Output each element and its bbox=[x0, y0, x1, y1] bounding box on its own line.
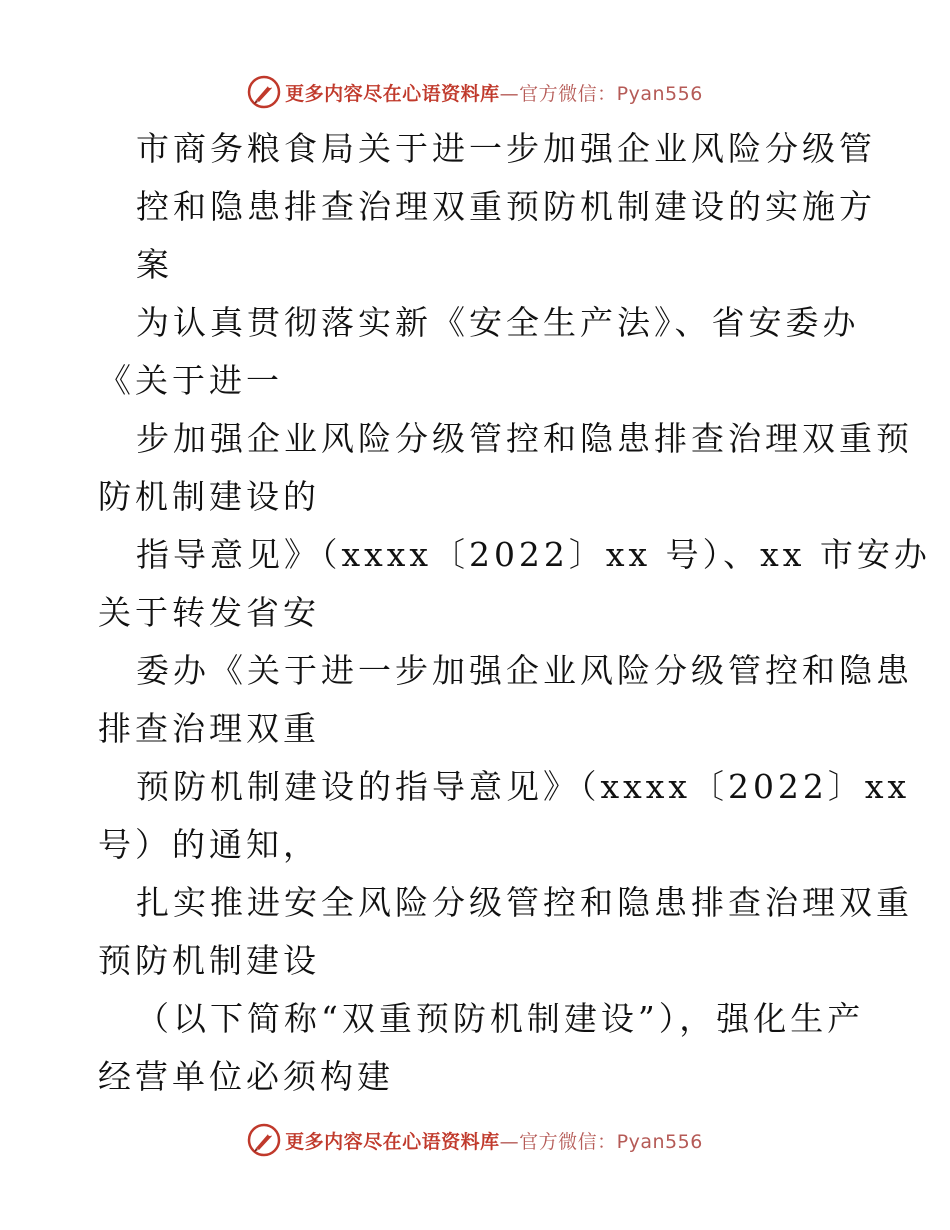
header-banner-content bbox=[247, 75, 703, 109]
footer-banner-text bbox=[285, 1127, 703, 1154]
document-line: 委办《关于进一步加强企业风险分级管控和隐患 bbox=[136, 651, 913, 690]
document-line: （以下简称“双重预防机制建设”），强化生产 bbox=[136, 999, 865, 1038]
document-line: 为认真贯彻落实新《安全生产法》、省安委办 bbox=[136, 303, 860, 342]
pen-logo-icon bbox=[247, 75, 281, 109]
document-line: 预防机制建设 bbox=[98, 941, 320, 980]
footer-banner-content bbox=[247, 1123, 703, 1157]
document-line: 经营单位必须构建 bbox=[98, 1057, 394, 1096]
document-line: 预防机制建设的指导意见》（xxxx〔2022〕xx bbox=[136, 767, 911, 806]
document-line: 扎实推进安全风险分级管控和隐患排查治理双重 bbox=[136, 883, 913, 922]
header-banner-wechat: 官方微信：Pyan556 bbox=[519, 82, 703, 105]
document-line: 排查治理双重 bbox=[98, 709, 320, 748]
document-line: 步加强企业风险分级管控和隐患排查治理双重预 bbox=[136, 419, 913, 458]
header-banner bbox=[0, 72, 950, 112]
document-line: 控和隐患排查治理双重预防机制建设的实施方 bbox=[136, 187, 876, 226]
header-banner-text bbox=[285, 79, 703, 106]
header-banner-main: 更多内容尽在心语资料库 bbox=[285, 82, 500, 105]
footer-banner-wechat: 官方微信：Pyan556 bbox=[519, 1130, 703, 1153]
footer-banner bbox=[0, 1120, 950, 1160]
document-line: 防机制建设的 bbox=[98, 477, 320, 516]
document-body bbox=[98, 120, 931, 1106]
document-line: 号）的通知， bbox=[98, 825, 320, 864]
header-banner-dash: — bbox=[499, 82, 520, 105]
footer-banner-dash: — bbox=[499, 1130, 520, 1153]
document-line: 指导意见》（xxxx〔2022〕xx 号）、xx 市安办 bbox=[136, 535, 931, 574]
document-line: 市商务粮食局关于进一步加强企业风险分级管 bbox=[136, 129, 876, 168]
document-line: 《关于进一 bbox=[98, 361, 283, 400]
document-line: 关于转发省安 bbox=[98, 593, 320, 632]
document-line: 案 bbox=[136, 245, 173, 284]
footer-banner-main: 更多内容尽在心语资料库 bbox=[285, 1130, 500, 1153]
pen-logo-icon bbox=[247, 1123, 281, 1157]
